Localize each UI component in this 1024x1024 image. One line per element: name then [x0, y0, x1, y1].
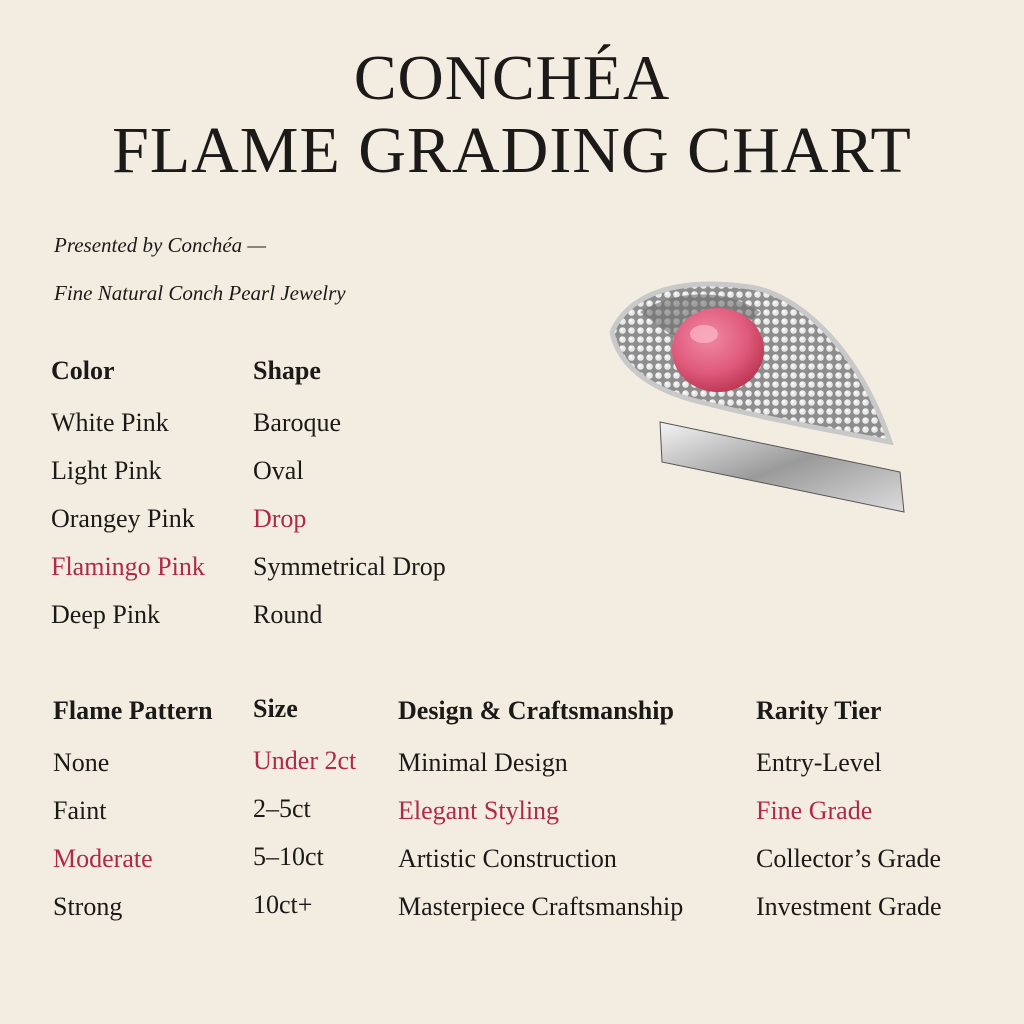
- rarity-option: Fine Grade: [756, 796, 873, 825]
- brand-title: CONCHÉA: [353, 42, 671, 113]
- color-option: Deep Pink: [51, 600, 161, 629]
- rarity-column: [756, 696, 942, 940]
- design-option: Elegant Styling: [398, 796, 560, 825]
- size-option: 5–10ct: [253, 842, 324, 871]
- design-option: Minimal Design: [398, 748, 568, 777]
- size-column: [253, 694, 356, 938]
- color-option: Orangey Pink: [51, 504, 195, 533]
- color-option: Light Pink: [51, 456, 162, 485]
- flame-pattern-heading: Flame Pattern: [53, 696, 213, 725]
- rarity-heading: Rarity Tier: [756, 696, 882, 725]
- color-option: Flamingo Pink: [51, 552, 205, 581]
- design-heading: Design & Craftsmanship: [398, 696, 674, 725]
- pearl-highlight: [690, 325, 718, 343]
- rarity-option: Entry-Level: [756, 748, 882, 777]
- rarity-option: Collector’s Grade: [756, 844, 942, 873]
- flame-pattern-option: Moderate: [53, 844, 153, 873]
- conch-pearl-ring-image: [600, 272, 920, 532]
- flame-pattern-option: Strong: [53, 892, 123, 921]
- design-column: [398, 696, 683, 940]
- design-option: Artistic Construction: [398, 844, 617, 873]
- design-option: Masterpiece Craftsmanship: [398, 892, 684, 921]
- size-heading: Size: [253, 694, 298, 723]
- color-heading: Color: [51, 356, 115, 385]
- size-option: 2–5ct: [253, 794, 311, 823]
- shape-option: Symmetrical Drop: [253, 552, 446, 581]
- rarity-option: Investment Grade: [756, 892, 942, 921]
- flame-pattern-option: Faint: [53, 796, 107, 825]
- shape-heading: Shape: [253, 356, 321, 385]
- shape-option: Oval: [253, 456, 304, 485]
- shape-option: Baroque: [253, 408, 342, 437]
- shape-option: Drop: [253, 504, 307, 533]
- size-option: Under 2ct: [253, 746, 357, 775]
- flame-pattern-option: None: [53, 748, 110, 777]
- shape-column: [253, 356, 446, 648]
- color-option: White Pink: [51, 408, 169, 437]
- tagline: Fine Natural Conch Pearl Jewelry: [54, 281, 346, 305]
- conch-pearl: [672, 308, 764, 392]
- shape-option: Round: [253, 600, 323, 629]
- presented-by: Presented by Conchéa —: [54, 233, 267, 257]
- chart-title: FLAME GRADING CHART: [112, 114, 912, 187]
- flame-pattern-column: [53, 696, 213, 940]
- color-column: [51, 356, 205, 648]
- size-option: 10ct+: [253, 890, 313, 919]
